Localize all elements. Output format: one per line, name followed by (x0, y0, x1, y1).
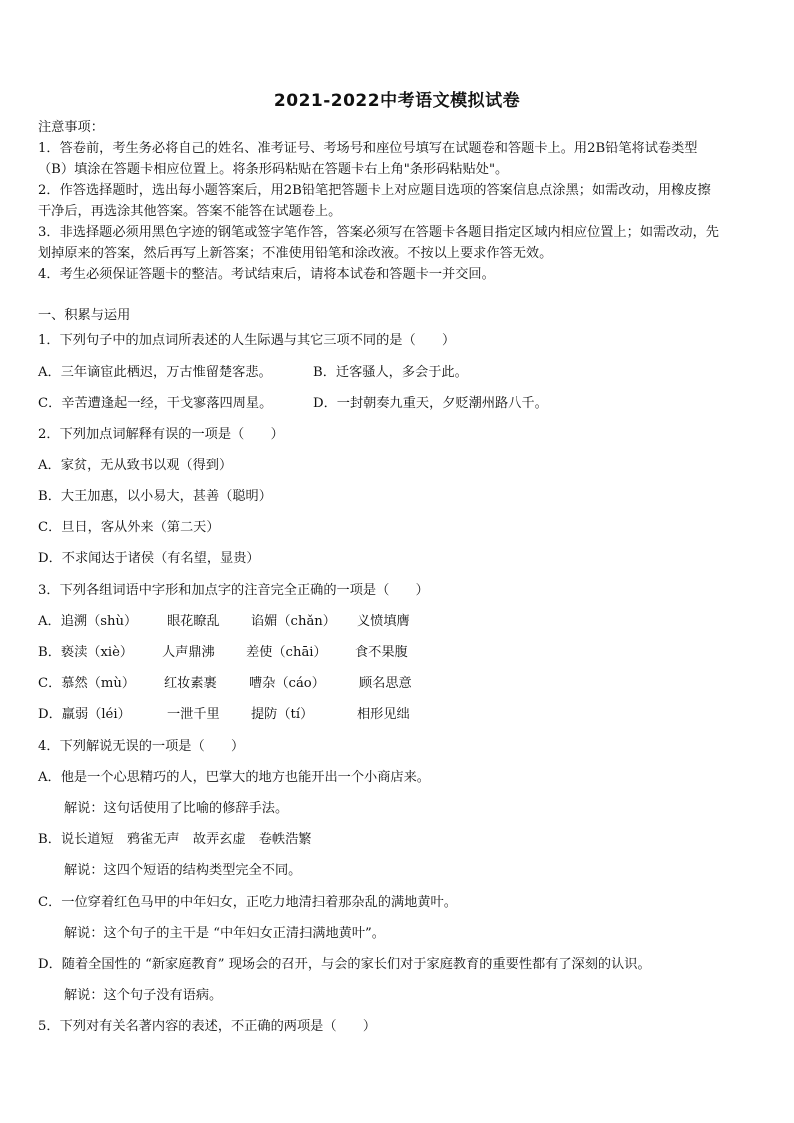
notice-heading: 注意事项： (38, 120, 104, 135)
exam-title: 2021-2022中考语文模拟试卷 (273, 91, 521, 111)
q3-option-b-word: 食不果腹 (355, 645, 408, 660)
q3-option-b: B．亵渎（xiè） (38, 645, 134, 660)
notice-line: 2．作答选择题时，选出每小题答案后，用2B铅笔把答题卡上对应题目选项的答案信息点涂黑；如需改动，用橡皮擦 (38, 183, 711, 198)
section-heading: 一、积累与运用 (38, 308, 131, 323)
q4-option-c-note: 解说：这个句子的主干是 “中年妇女正清扫满地黄叶”。 (64, 926, 385, 941)
notice-line: 3．非选择题必须用黑色字迹的钢笔或签字笔作答，答案必须写在答题卡各题目指定区域内相应位置上；如需改动，先 (38, 225, 719, 240)
question-5-stem: 5．下列对有关名著内容的表述，不正确的两项是（ ） (38, 1019, 377, 1034)
question-2-stem: 2．下列加点词解释有误的一项是（ ） (38, 427, 284, 442)
notice-line: （B）填涂在答题卡相应位置上。将条形码粘贴在答题卡右上角"条形码粘贴处"。 (38, 162, 509, 177)
q4-option-a-note: 解说：这句话使用了比喻的修辞手法。 (64, 801, 289, 816)
q3-option-c-word: 嘈杂（cáo） (249, 676, 325, 691)
q2-option-c: C．旦日，客从外来（第二天） (38, 520, 220, 535)
notice-line: 1．答卷前，考生务必将自己的姓名、准考证号、考场号和座位号填写在试题卷和答题卡上。用2B铅笔将试卷类型 (38, 141, 698, 156)
q1-option-d: D．一封朝奏九重天，夕贬潮州路八千。 (313, 396, 548, 411)
q1-option-a: A．三年谪宦此栖迟，万古惟留楚客悲。 (38, 365, 272, 380)
q3-option-c: C．慕然（mù） (38, 676, 136, 691)
q3-option-a: A．追溯（shù） (38, 614, 138, 629)
question-1-stem: 1．下列句子中的加点词所表述的人生际遇与其它三项不同的是（ ） (38, 333, 456, 348)
q4-option-c: C．一位穿着红色马甲的中年妇女，正吃力地清扫着那杂乱的满地黄叶。 (38, 895, 457, 910)
notice-line: 4．考生必须保证答题卡的整洁。考试结束后，请将本试卷和答题卡一并交回。 (38, 267, 495, 282)
question-3-stem: 3．下列各组词语中字形和加点字的注音完全正确的一项是（ ） (38, 583, 429, 598)
notice-line: 划掉原来的答案，然后再写上新答案；不准使用铅笔和涂改液。不按以上要求作答无效。 (38, 246, 553, 261)
q1-option-c: C．辛苦遭逢起一经，干戈寥落四周星。 (38, 396, 273, 411)
q4-option-d: D．随着全国性的 “新家庭教育” 现场会的召开，与会的家长们对于家庭教育的重要性都有了深刻的认识。 (38, 957, 651, 972)
q4-option-a: A．他是一个心思精巧的人，巴掌大的地方也能开出一个小商店来。 (38, 770, 430, 785)
q2-option-d: D．不求闻达于诸侯（有名望，显贵） (38, 551, 260, 566)
q3-option-b-word: 人声鼎沸 (162, 645, 215, 660)
question-4-stem: 4．下列解说无误的一项是（ ） (38, 739, 245, 754)
q2-option-b: B．大王加惠，以小易大，甚善（聪明） (38, 489, 272, 504)
q4-option-b-note: 解说：这四个短语的结构类型完全不同。 (64, 863, 302, 878)
q2-option-a: A．家贫，无从致书以观（得到） (38, 458, 233, 473)
q3-option-c-word: 红妆素裹 (164, 676, 217, 691)
q3-option-a-word: 义愤填膺 (357, 614, 410, 629)
q3-option-d-word: 相形见绌 (357, 707, 410, 722)
q3-option-d: D．羸弱（léi） (38, 707, 131, 722)
q3-option-b-word: 差使（chāi） (246, 645, 327, 660)
q3-option-d-word: 一泄千里 (167, 707, 220, 722)
q3-option-d-word: 提防（tí） (251, 707, 314, 722)
q1-option-b: B．迁客骚人，多会于此。 (313, 365, 468, 380)
q3-option-c-word: 顾名思意 (359, 676, 412, 691)
notice-line: 干净后，再选涂其他答案。答案不能答在试题卷上。 (38, 204, 342, 219)
q4-option-b: B．说长道短 鸦雀无声 故弄玄虚 卷帙浩繁 (38, 832, 312, 847)
q3-option-a-word: 谄媚（chǎn） (251, 614, 336, 629)
q4-option-d-note: 解说：这个句子没有语病。 (64, 988, 223, 1003)
q3-option-a-word: 眼花瞭乱 (167, 614, 220, 629)
